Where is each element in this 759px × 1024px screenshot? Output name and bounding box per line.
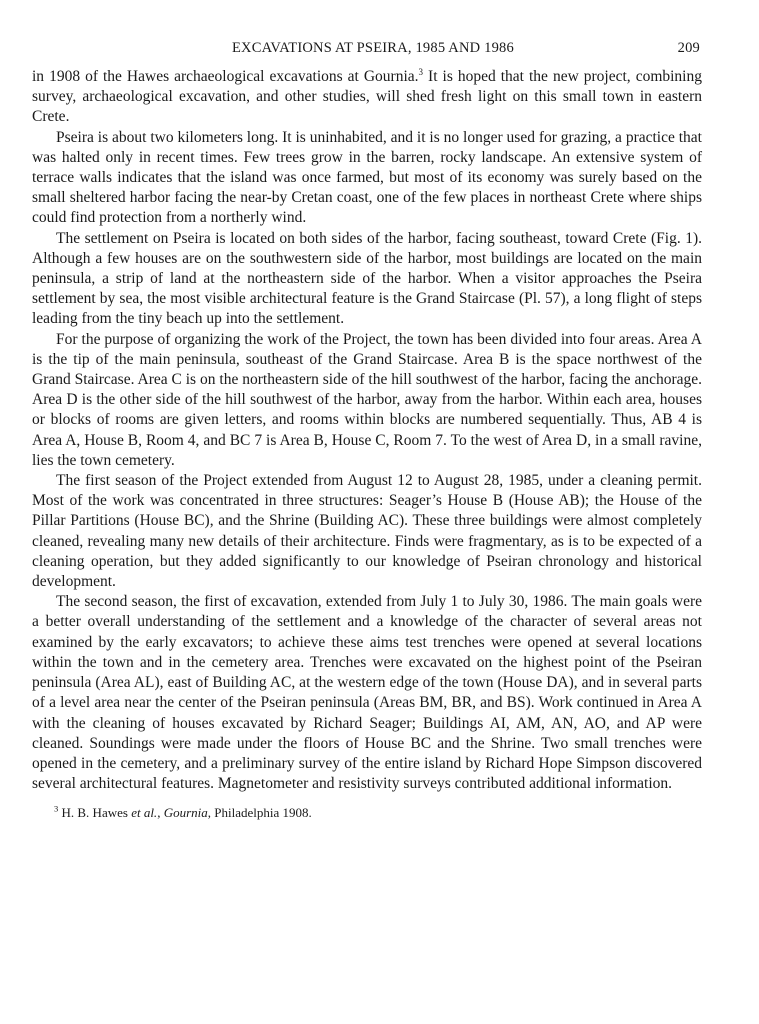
paragraph-6: The second season, the first of excavation, extended from July 1 to July 30, 1986. The main goals were a better overall understanding of the settlement and a knowledge of the character of several areas not examined by the early excavators; to achieve these aims test trenches were opened at several locations within the town and in the cemetery area. Trenches were excavated on the highest point of the Pseiran peninsula (Area AL), east of Building AC, at the western edge of the town (House DA), and in several parts of a level area near the center of the Pseiran peninsula (Areas BM, BR, and BS). Work continued in Area A with the cleaning of houses excavated by Richard Seager; Buildings AI, AM, AN, AO, and AP were cleaned. Soundings were made under the floors of House BC and the Shrine. Two small trenches were opened in the cemetery, and a preliminary survey of the entire island by Richard Hope Simpson discovered several architectural features. Magnetometer and resistivity surveys contributed additional information. xyxy=(32,593,702,793)
running-title: EXCAVATIONS AT PSEIRA, 1985 AND 1986 xyxy=(232,40,514,56)
paragraph-1 xyxy=(32,67,702,128)
page-number: 209 xyxy=(677,40,700,56)
paragraph-5: The first season of the Project extended from August 12 to August 28, 1985, under a cleaning permit. Most of the work was concentrated in three structures: Seager’s House B (House AB); the House of the Pillar Partitions (House BC), and the Shrine (Building AC). These three buildings were almost completely cleaned, revealing many new details of their architecture. Finds were fragmentary, as is to be expected of a cleaning operation, but they added significantly to our knowledge of Pseiran chronology and historical development. xyxy=(32,472,702,591)
paragraph-4: For the purpose of organizing the work of the Project, the town has been divided into four areas. Area A is the tip of the main peninsula, southeast of the Grand Staircase. Area B is the space northwest of the Grand Staircase. Area C is on the northeastern side of the hill southwest of the harbor, facing the anchorage. Area D is the other side of the hill southwest of the harbor, away from the harbor. Within each area, houses or blocks of rooms are given letters, and rooms within blocks are numbered sequentially. Thus, AB 4 is Area A, House B, Room 4, and BC 7 is Area B, House C, Room 7. To the west of Area D, in a small ravine, lies the town cemetery. xyxy=(32,330,702,469)
paragraph-1-text-continued: It is hoped that the new project, combining survey, archaeological excavation, and other studies, will shed fresh light on this small town in eastern Crete. xyxy=(32,68,702,126)
paragraph-3: The settlement on Pseira is located on both sides of the harbor, facing southeast, toward Crete (Fig. 1). Although a few houses are on the southwestern side of the harbor, most buildings are located on the main peninsula, a strip of land at the northeastern side of the harbor. When a visitor approaches the Pseira settlement by sea, the most visible architectural feature is the Grand Staircase (Pl. 57), a long flight of steps leading from the tiny beach up into the settlement. xyxy=(32,229,702,328)
footnote-number: 3 xyxy=(54,803,59,814)
footnote-reference: 3 xyxy=(418,66,424,77)
paragraph-1-text: in 1908 of the Hawes archaeological excavations at Gournia. xyxy=(32,68,419,85)
body-text xyxy=(32,67,702,794)
footnote-etal: et al. xyxy=(131,805,158,821)
page xyxy=(32,40,702,821)
running-head xyxy=(32,40,702,57)
footnote-publication: , Philadelphia 1908. xyxy=(207,805,312,821)
footnote xyxy=(32,804,702,821)
footnote-work-title: Gournia xyxy=(163,805,208,821)
footnote-separator: , xyxy=(157,805,164,821)
footnote-author: H. B. Hawes xyxy=(61,805,132,821)
paragraph-2: Pseira is about two kilometers long. It is uninhabited, and it is no longer used for grazing, a practice that was halted only in recent times. Few trees grow in the barren, rocky landscape. An extensive system of terrace walls indicates that the island was once farmed, but most of its economy was surely based on the small sheltered harbor facing the near-by Cretan coast, one of the few places in northeast Crete where ships could find protection from a northerly wind. xyxy=(32,128,702,227)
